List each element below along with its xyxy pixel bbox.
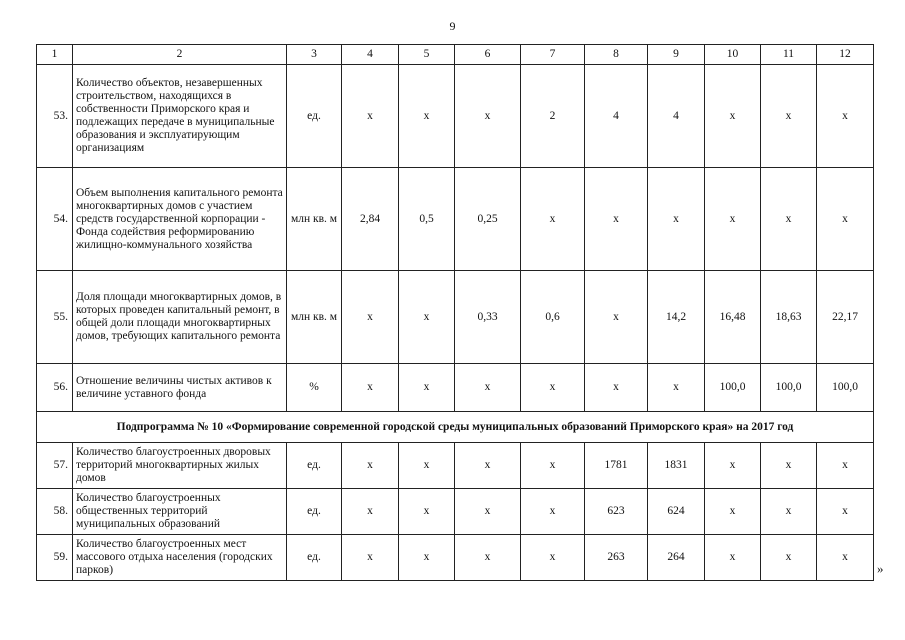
- row-value: х: [705, 535, 761, 581]
- row-value: 14,2: [648, 271, 705, 364]
- row-value: х: [342, 443, 399, 489]
- row-unit: ед.: [287, 443, 342, 489]
- table-row: [37, 443, 874, 489]
- row-unit: ед.: [287, 65, 342, 168]
- header-cell: 4: [342, 45, 399, 65]
- row-value: х: [521, 364, 585, 412]
- row-description: Количество благоустроенных мест массового отдыха населения (городских парков): [73, 535, 287, 581]
- row-description: Количество благоустроенных дворовых территорий многоквартирных жилых домов: [73, 443, 287, 489]
- row-value: 1831: [648, 443, 705, 489]
- row-value: х: [399, 65, 455, 168]
- row-value: х: [705, 168, 761, 271]
- row-value: х: [705, 65, 761, 168]
- page-number: 9: [449, 19, 456, 33]
- row-value: х: [817, 443, 874, 489]
- row-description: Количество объектов, незавершенных строительством, находящихся в собственности Приморского края и подлежащих передаче в муниципальные образования и эксплуатирующим организациям: [73, 65, 287, 168]
- header-row: [37, 45, 874, 65]
- row-description: Доля площади многоквартирных домов, в которых проведен капитальный ремонт, в общей доли площади многоквартирных домов, требующих капитального ремонта: [73, 271, 287, 364]
- header-cell: 10: [705, 45, 761, 65]
- row-value: 4: [648, 65, 705, 168]
- row-value: х: [817, 535, 874, 581]
- row-value: 264: [648, 535, 705, 581]
- header-cell: 3: [287, 45, 342, 65]
- row-value: х: [521, 535, 585, 581]
- row-value: х: [399, 489, 455, 535]
- row-value: 0,33: [455, 271, 521, 364]
- row-value: 100,0: [817, 364, 874, 412]
- row-unit: %: [287, 364, 342, 412]
- row-value: х: [817, 489, 874, 535]
- row-value: 16,48: [705, 271, 761, 364]
- row-number: 53.: [37, 65, 73, 168]
- row-number: 54.: [37, 168, 73, 271]
- row-value: х: [585, 168, 648, 271]
- table-row: [37, 65, 874, 168]
- row-value: х: [455, 489, 521, 535]
- table-row: [37, 271, 874, 364]
- row-value: х: [761, 489, 817, 535]
- row-value: х: [585, 271, 648, 364]
- row-value: 1781: [585, 443, 648, 489]
- header-cell: 7: [521, 45, 585, 65]
- row-value: 263: [585, 535, 648, 581]
- row-value: х: [705, 443, 761, 489]
- row-value: 0,5: [399, 168, 455, 271]
- indicators-table: [36, 44, 874, 581]
- row-number: 59.: [37, 535, 73, 581]
- row-value: х: [648, 168, 705, 271]
- row-value: 624: [648, 489, 705, 535]
- row-value: х: [399, 535, 455, 581]
- row-value: х: [761, 65, 817, 168]
- row-value: 0,6: [521, 271, 585, 364]
- subprogram-row: [37, 412, 874, 443]
- row-value: х: [585, 364, 648, 412]
- row-unit: ед.: [287, 535, 342, 581]
- row-description: Отношение величины чистых активов к величине уставного фонда: [73, 364, 287, 412]
- row-value: х: [455, 535, 521, 581]
- row-description: Количество благоустроенных общественных территорий муниципальных образований: [73, 489, 287, 535]
- row-value: х: [648, 364, 705, 412]
- row-unit: млн кв. м: [287, 168, 342, 271]
- row-value: 22,17: [817, 271, 874, 364]
- header-cell: 5: [399, 45, 455, 65]
- row-unit: ед.: [287, 489, 342, 535]
- row-value: х: [817, 65, 874, 168]
- row-number: 56.: [37, 364, 73, 412]
- row-value: х: [521, 443, 585, 489]
- row-value: х: [455, 364, 521, 412]
- row-value: х: [705, 489, 761, 535]
- row-value: 100,0: [761, 364, 817, 412]
- table-row: [37, 535, 874, 581]
- row-value: 2,84: [342, 168, 399, 271]
- row-unit: млн кв. м: [287, 271, 342, 364]
- table-row: [37, 364, 874, 412]
- header-cell: 8: [585, 45, 648, 65]
- row-number: 58.: [37, 489, 73, 535]
- row-value: 623: [585, 489, 648, 535]
- row-value: 18,63: [761, 271, 817, 364]
- row-value: х: [817, 168, 874, 271]
- row-value: х: [399, 443, 455, 489]
- row-value: х: [761, 168, 817, 271]
- row-value: 100,0: [705, 364, 761, 412]
- header-cell: 12: [817, 45, 874, 65]
- row-value: х: [342, 364, 399, 412]
- row-description: Объем выполнения капитального ремонта многоквартирных домов с участием средств государственной корпорации - Фонда содействия реформированию жилищно-коммунального хозяйства: [73, 168, 287, 271]
- row-value: х: [455, 65, 521, 168]
- row-value: 4: [585, 65, 648, 168]
- row-value: 2: [521, 65, 585, 168]
- row-value: х: [761, 535, 817, 581]
- row-value: х: [455, 443, 521, 489]
- row-value: х: [399, 364, 455, 412]
- table-row: [37, 168, 874, 271]
- row-value: 0,25: [455, 168, 521, 271]
- row-value: х: [342, 489, 399, 535]
- closing-quote-mark: »: [877, 561, 884, 576]
- row-number: 55.: [37, 271, 73, 364]
- header-cell: 6: [455, 45, 521, 65]
- row-value: х: [342, 535, 399, 581]
- subprogram-title: Подпрограмма № 10 «Формирование современной городской среды муниципальных образований Приморского края» на 2017 год: [37, 412, 874, 443]
- row-value: х: [342, 65, 399, 168]
- table-row: [37, 489, 874, 535]
- row-number: 57.: [37, 443, 73, 489]
- header-cell: 11: [761, 45, 817, 65]
- row-value: х: [399, 271, 455, 364]
- header-cell: 2: [73, 45, 287, 65]
- row-value: х: [342, 271, 399, 364]
- header-cell: 1: [37, 45, 73, 65]
- row-value: х: [521, 168, 585, 271]
- header-cell: 9: [648, 45, 705, 65]
- row-value: х: [761, 443, 817, 489]
- row-value: х: [521, 489, 585, 535]
